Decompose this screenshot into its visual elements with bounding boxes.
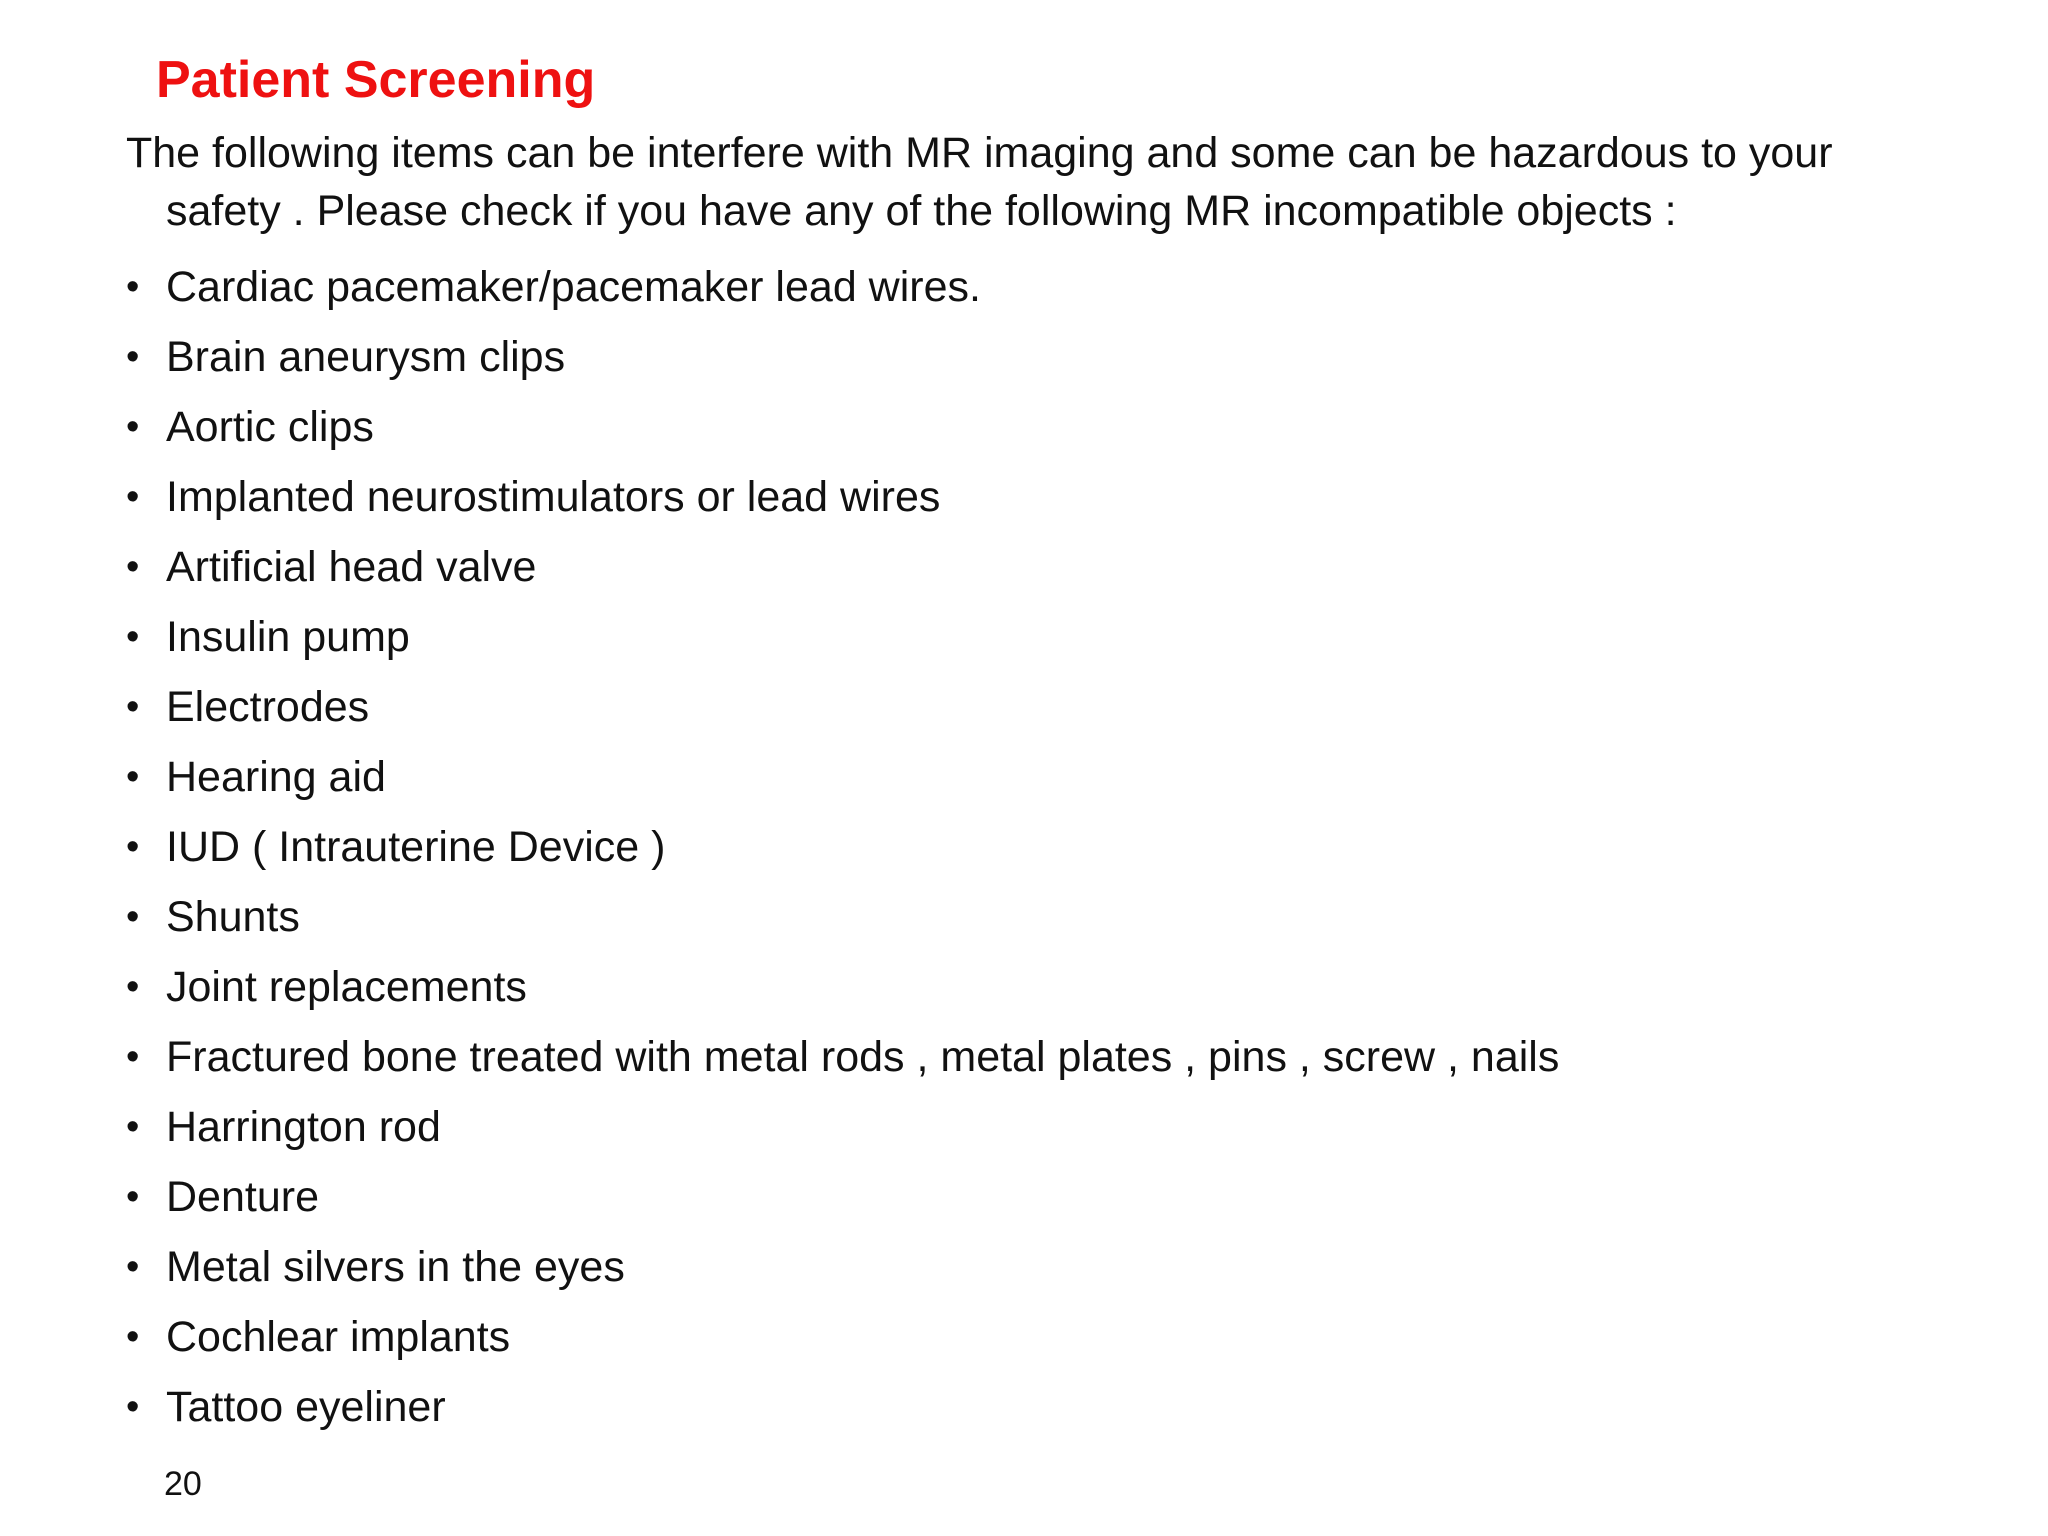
bullet-icon: • <box>126 1316 140 1358</box>
list-item <box>126 252 1559 322</box>
list-item-label: Insulin pump <box>166 613 410 661</box>
list-item <box>126 532 1559 602</box>
bullet-icon: • <box>126 1246 140 1288</box>
list-item <box>126 462 1559 532</box>
bullet-icon: • <box>126 1386 140 1428</box>
list-item <box>126 1162 1559 1232</box>
slide-title: Patient Screening <box>156 51 596 109</box>
bullet-icon: • <box>126 896 140 938</box>
list-item-label: Harrington rod <box>166 1103 441 1151</box>
list-item <box>126 602 1559 672</box>
list-item <box>126 742 1559 812</box>
intro-paragraph <box>126 124 1976 240</box>
list-item-label: Shunts <box>166 893 300 941</box>
bullet-icon: • <box>126 406 140 448</box>
list-item <box>126 1022 1559 1092</box>
incompatible-objects-list <box>126 252 1559 1442</box>
intro-line-2: safety . Please check if you have any of the following MR incompatible objects : <box>166 187 1677 235</box>
list-item <box>126 1092 1559 1162</box>
list-item-label: Artificial head valve <box>166 543 537 591</box>
list-item <box>126 812 1559 882</box>
list-item-label: Hearing aid <box>166 753 386 801</box>
list-item <box>126 1232 1559 1302</box>
list-item-label: Electrodes <box>166 683 370 731</box>
bullet-icon: • <box>126 966 140 1008</box>
list-item-label: Metal silvers in the eyes <box>166 1243 625 1291</box>
bullet-icon: • <box>126 1036 140 1078</box>
list-item-label: Aortic clips <box>166 403 374 451</box>
list-item <box>126 392 1559 462</box>
bullet-icon: • <box>126 616 140 658</box>
list-item-label: Joint replacements <box>166 963 527 1011</box>
list-item <box>126 1372 1559 1442</box>
intro-line-1: The following items can be interfere with MR imaging and some can be hazardous to your <box>126 129 1833 177</box>
list-item <box>126 882 1559 952</box>
list-item-label: Denture <box>166 1173 319 1221</box>
list-item-label: Implanted neurostimulators or lead wires <box>166 473 941 521</box>
bullet-icon: • <box>126 1106 140 1148</box>
list-item-label: Brain aneurysm clips <box>166 333 566 381</box>
list-item <box>126 672 1559 742</box>
list-item-label: IUD ( Intrauterine Device ) <box>166 823 666 871</box>
bullet-icon: • <box>126 336 140 378</box>
bullet-icon: • <box>126 826 140 868</box>
bullet-icon: • <box>126 686 140 728</box>
list-item-label: Cardiac pacemaker/pacemaker lead wires. <box>166 263 981 311</box>
bullet-icon: • <box>126 476 140 518</box>
bullet-icon: • <box>126 266 140 308</box>
list-item-label: Tattoo eyeliner <box>166 1383 446 1431</box>
list-item-label: Fractured bone treated with metal rods , metal plates , pins , screw , nails <box>166 1033 1560 1081</box>
page-number: 20 <box>164 1465 202 1503</box>
bullet-icon: • <box>126 756 140 798</box>
list-item <box>126 952 1559 1022</box>
bullet-icon: • <box>126 1176 140 1218</box>
list-item <box>126 1302 1559 1372</box>
bullet-icon: • <box>126 546 140 588</box>
list-item-label: Cochlear implants <box>166 1313 511 1361</box>
list-item <box>126 322 1559 392</box>
